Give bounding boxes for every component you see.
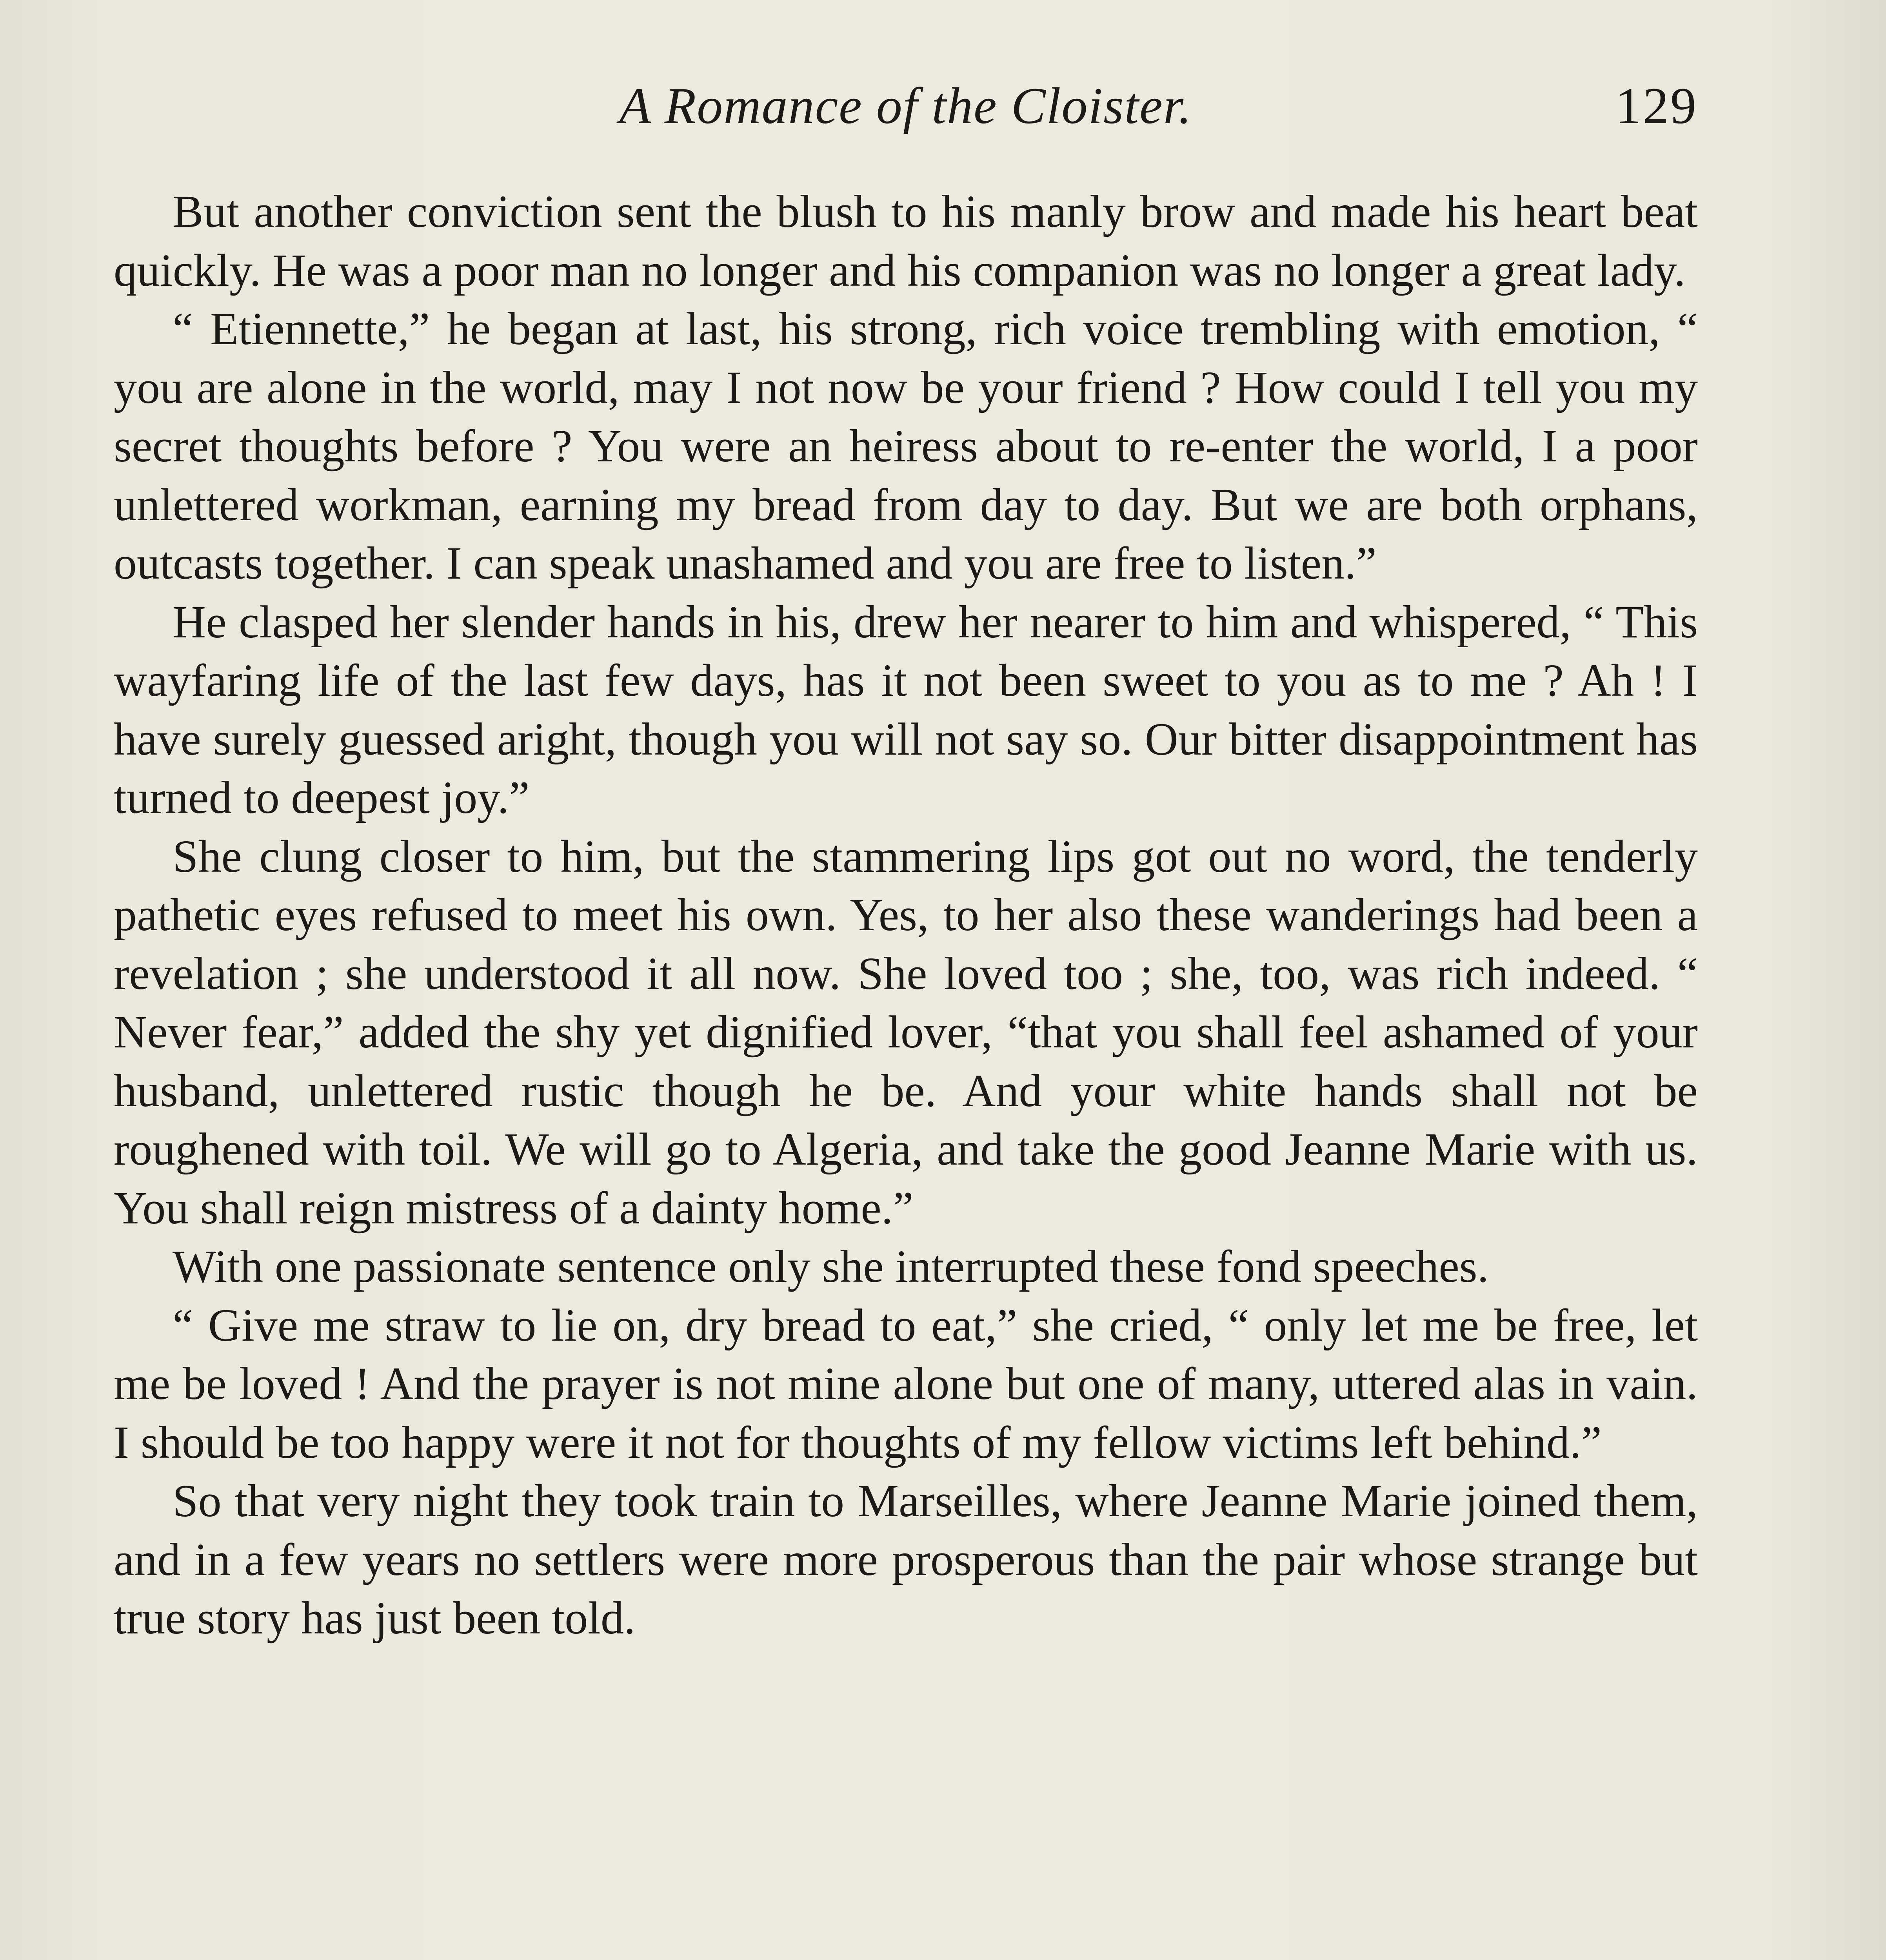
body-text — [114, 182, 1698, 1648]
page-header — [114, 67, 1698, 145]
paragraph-4: She clung closer to him, but the stammering lips got out no word, the tenderly pathetic eyes refused to meet his own. Yes, to her also these wanderings had been a revelation ; she understood it all now. She loved too ; she, too, was rich indeed. “ Never fear,” added the shy yet dignified lover, “that you shall feel ashamed of your husband, unlettered rustic though he be. And your white hands shall not be roughened with toil. We will go to Algeria, and take the good Jeanne Marie with us. You shall reign mistress of a dainty home.” — [114, 830, 1698, 1234]
paragraph-1: But another conviction sent the blush to his manly brow and made his heart beat quickly. He was a poor man no longer and his companion was no longer a great lady. — [114, 186, 1698, 296]
page-number: 129 — [1615, 77, 1698, 134]
paragraph-6: “ Give me straw to lie on, dry bread to eat,” she cried, “ only let me be free, let me be loved ! And the prayer is not mine alone but one of many, uttered alas in vain. I should be too happy were it not for thoughts of my fellow victims left behind.” — [114, 1299, 1698, 1468]
running-title: A Romance of the Cloister. — [619, 77, 1192, 134]
paragraph-7: So that very night they took train to Marseilles, where Jeanne Marie joined them, and in a few years no settlers were more prosperous than the pair whose strange but true story has just been told. — [114, 1475, 1698, 1644]
paragraph-2: “ Etiennette,” he began at last, his strong, rich voice trembling with emotion, “ you are alone in the world, may I not now be your friend ? How could I tell you my secret thoughts before ? You were an heiress about to re-enter the world, I a poor unlettered workman, earning my bread from day to day. But we are both orphans, outcasts together. I can speak unashamed and you are free to listen.” — [114, 303, 1698, 589]
paragraph-3: He clasped her slender hands in his, drew her nearer to him and whispered, “ This wayfaring life of the last few days, has it not been sweet to you as to me ? Ah ! I have surely guessed aright, though you will not say so. Our bitter disappointment has turned to deepest joy.” — [114, 596, 1698, 823]
paragraph-5: With one passionate sentence only she interrupted these fond speeches. — [173, 1241, 1489, 1292]
